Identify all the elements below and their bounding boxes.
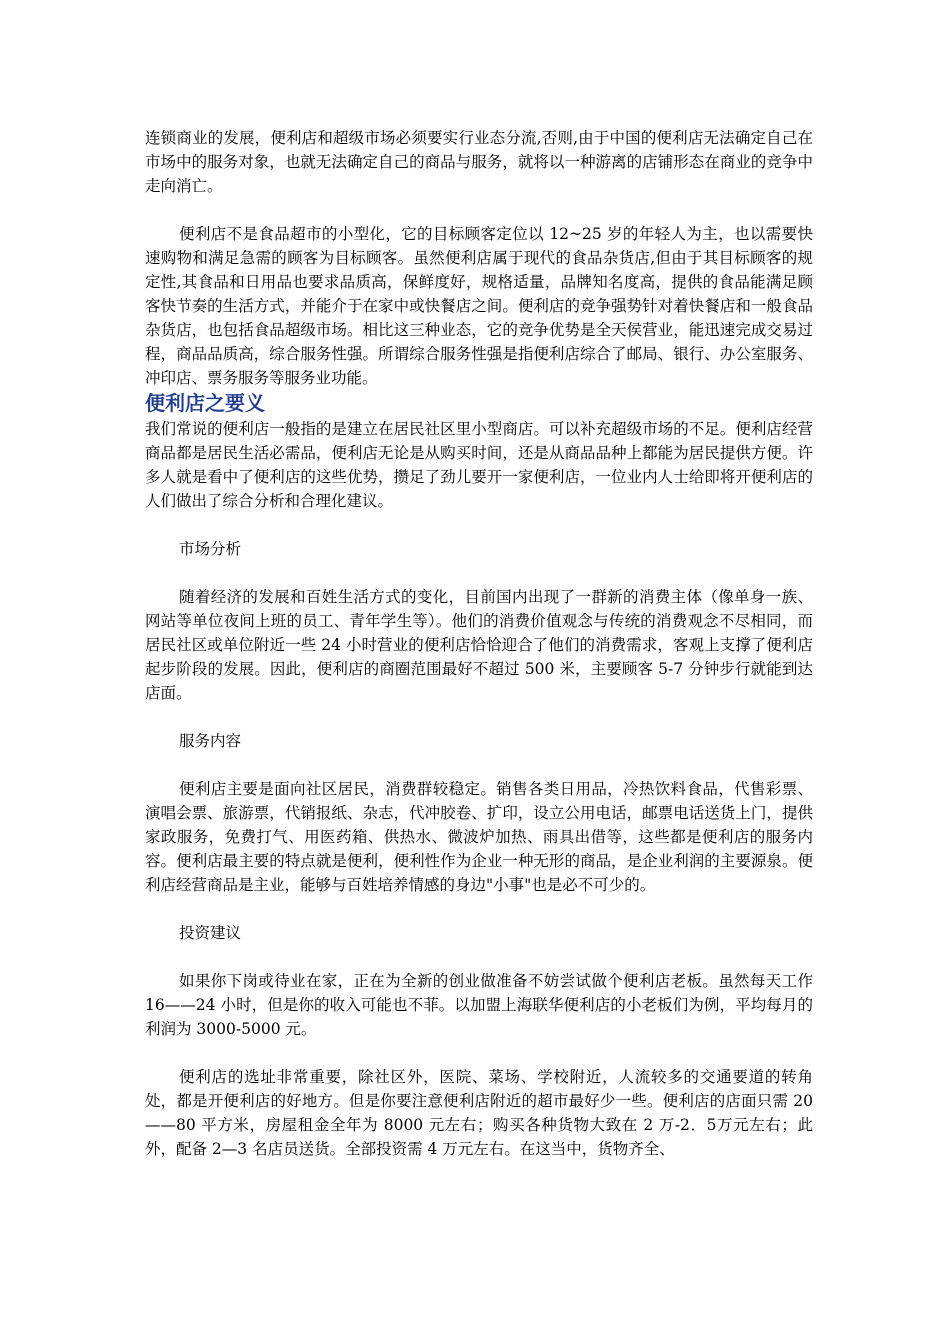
paragraph-investment: 如果你下岗或待业在家，正在为全新的创业做准备不妨尝试做个便利店老板。虽然每天工作 16——24 小时，但是你的收入可能也不菲。以加盟上海联华便利店的小老板们为例，平均每月的利润为 3000-5000 元。 [145,972,813,1038]
paragraph-business-development: 连锁商业的发展，便利店和超级市场必须要实行业态分流,否则,由于中国的便利店无法确定自己在市场中的服务对象，也就无法确定自己的商品与服务，就将以一种游离的店铺形态在商业的竞争中走向消亡。 [145,129,813,195]
paragraph-gap [145,561,813,585]
subheading-investment: 投资建议 [179,924,242,942]
paragraph-definition: 我们常说的便利店一般指的是建立在居民社区里小型商店。可以补充超级市场的不足。便利店经营商品都是居民生活必需品，便利店无论是从购买时间，还是从商品品种上都能为居民提供方便。许多人就是看中了便利店的这些优势，攒足了劲儿要开一家便利店，一位业内人士给即将开便利店的人们做出了综合分析和合理化建议。 [145,420,813,510]
paragraph-gap [145,945,813,969]
paragraph-site-selection: 便利店的选址非常重要，除社区外，医院、菜场、学校附近，人流较多的交通要道的转角处，都是开便利店的好地方。但是你要注意便利店附近的超市最好少一些。便利店的店面只需 20——80 平方米，房屋租金全年为 8000 元左右；购买各种货物大致在 2 万-2．5万元左右；此外，配备 2—3 名店员送货。全部投资需 4 万元左右。在这当中，货物齐全、 [145,1068,813,1158]
subheading-market-analysis: 市场分析 [179,540,242,558]
section-heading: 便利店之要义 [145,391,265,415]
paragraph-gap [145,897,813,921]
paragraph-gap [145,753,813,777]
paragraph-target-customers: 便利店不是食品超市的小型化，它的目标顾客定位以 12~25 岁的年轻人为主，也以需要快速购物和满足急需的顾客为目标顾客。虽然便利店属于现代的食品杂货店,但由于其目标顾客的规定性,其食品和日用品也要求品质高，保鲜度好，规格适量，品牌知名度高，提供的食品能满足顾客快节奏的生活方式，并能介于在家中或快餐店之间。便利店的竞争强势针对着快餐店和一般食品杂货店，也包括食品超级市场。相比这三种业态，它的竞争优势是全天侯营业，能迅速完成交易过程，商品品质高，综合服务性强。所谓综合服务性强是指便利店综合了邮局、银行、办公室服务、冲印店、票务服务等服务业功能。 [145,225,813,387]
paragraph-market-analysis: 随着经济的发展和百姓生活方式的变化，目前国内出现了一群新的消费主体（像单身一族、网站等单位夜间上班的员工、青年学生等）。他们的消费价值观念与传统的消费观念不尽相同，而居民社区或单位附近一些 24 小时营业的便利店恰恰迎合了他们的消费需求，客观上支撑了便利店起步阶段的发展。因此，便利店的商圈范围最好不超过 500 米，主要顾客 5-7 分钟步行就能到达店面。 [145,588,813,702]
paragraph-gap [145,513,813,537]
document-body [145,126,813,1161]
paragraph-gap [145,198,813,222]
subheading-services: 服务内容 [179,732,242,750]
paragraph-services: 便利店主要是面向社区居民，消费群较稳定。销售各类日用品，冷热饮料食品，代售彩票、演唱会票、旅游票，代销报纸、杂志，代冲胶卷、扩印，设立公用电话，邮票电话送货上门，提供家政服务，免费打气、用医药箱、供热水、微波炉加热、雨具出借等，这些都是便利店的服务内容。便利店最主要的特点就是便利，便利性作为企业一种无形的商品，是企业利润的主要源泉。便利店经营商品是主业，能够与百姓培养情感的身边"小事"也是必不可少的。 [145,780,813,894]
paragraph-gap [145,705,813,729]
paragraph-gap [145,1041,813,1065]
